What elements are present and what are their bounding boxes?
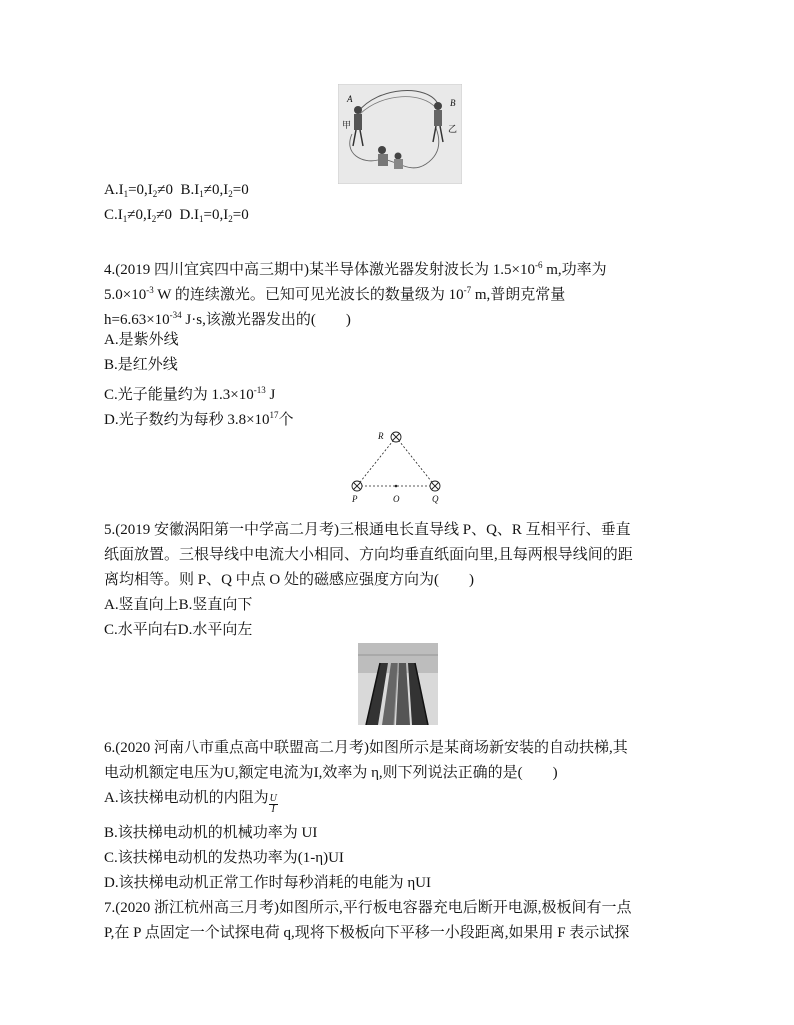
q4-l1-b: m,功率为	[542, 262, 607, 278]
q3-opt-d-sub1: 1	[199, 214, 204, 224]
q4-l2-sup2: -7	[463, 285, 472, 295]
q5-figure	[340, 428, 450, 508]
q4-l1-a: 4.(2019 四川宜宾四中高三期中)某半导体激光器发射波长为 1.5×10	[104, 262, 535, 278]
q6-option-a	[104, 788, 278, 815]
q4-opt-d-a: D.光子数约为每秒 3.8×10	[104, 412, 270, 428]
wire-q-icon	[430, 481, 440, 491]
wire-r-icon	[391, 432, 401, 442]
q4-option-c	[104, 380, 275, 405]
q4-l2-a: 5.0×10	[104, 287, 147, 303]
q3-opt-b-label: B.I	[180, 182, 200, 198]
q3-opt-c-sub1: 1	[122, 214, 128, 224]
q3-opt-b-mid: ≠0,I	[203, 182, 229, 198]
q6-opt-a-fraction	[269, 794, 278, 815]
q3-figure	[338, 84, 462, 184]
q5-stem-line1: 5.(2019 安徽涡阳第一中学高二月考)三根通电长直导线 P、Q、R 互相平行、垂直	[104, 522, 631, 538]
q4-opt-c-a: C.光子能量约为 1.3×10	[104, 387, 254, 403]
q3-opt-b-sub1: 1	[199, 189, 204, 199]
q5-label-q: Q	[432, 494, 439, 504]
q3-options-ab	[104, 180, 249, 204]
q3-opt-c-mid: ≠0,I	[127, 207, 152, 223]
q4-l2-c: m,普朗克常量	[471, 287, 566, 303]
q3-opt-b-end: =0	[232, 182, 249, 198]
q6-option-b: B.该扶梯电动机的机械功率为 UI	[104, 825, 318, 841]
q5-stem-line2: 纸面放置。三根导线中电流大小相同、方向均垂直纸面向里,且每两根导线间的距	[104, 547, 633, 563]
q6-opt-a-denominator: I	[271, 804, 275, 815]
q6-option-c: C.该扶梯电动机的发热功率为(1-η)UI	[104, 850, 344, 866]
q3-opt-a-sub2: 2	[152, 189, 158, 199]
q3-opt-d-label: D.I	[179, 207, 200, 223]
q3-opt-b-sub2: 2	[228, 189, 233, 199]
q4-l1-sup: -6	[534, 260, 543, 270]
q5-stem-line3: 离均相等。则 P、Q 中点 O 处的磁感应强度方向为( )	[104, 572, 474, 588]
q4-l2-b: W 的连续激光。已知可见光波长的数量级为 10	[153, 287, 464, 303]
q5-label-p: P	[352, 494, 358, 504]
q4-l2-sup: -3	[146, 285, 154, 295]
q3-opt-c-sub2: 2	[151, 214, 157, 224]
q3-opt-d-sub2: 2	[228, 214, 233, 224]
q6-opt-a-text: A.该扶梯电动机的内阻为	[104, 790, 269, 806]
q4-opt-d-sup: 17	[269, 410, 279, 420]
q3-opt-a-label: A.I	[104, 182, 124, 198]
q4-l3-sup: -34	[169, 310, 182, 320]
q4-opt-c-sup: -13	[253, 385, 266, 395]
q6-opt-a-numerator: U	[269, 793, 277, 804]
q3-opt-d-mid: =0,I	[203, 207, 229, 223]
q5-options-cd: C.水平向右D.水平向左	[104, 622, 253, 638]
q3-opt-d-end: =0	[232, 207, 249, 223]
q4-l3-a: h=6.63×10	[104, 312, 170, 328]
q4-option-a: A.是紫外线	[104, 332, 179, 348]
q7-stem-line2: P,在 P 点固定一个试探电荷 q,现将下极板向下平移一小段距离,如果用 F 表示试探	[104, 925, 630, 941]
q4-option-b: B.是红外线	[104, 357, 178, 373]
q4-stem-line2	[104, 280, 565, 305]
q3-opt-a-end: ≠0	[157, 182, 174, 198]
q5-label-o: O	[393, 494, 400, 504]
q3-label-b: B	[450, 98, 456, 108]
q4-l3-b: J·s,该激光器发出的( )	[181, 312, 351, 328]
q4-option-d	[104, 405, 294, 430]
q5-label-r: R	[378, 431, 384, 441]
q5-options-ab: A.竖直向上B.竖直向下	[104, 597, 253, 613]
q3-label-yi: 乙	[448, 124, 458, 134]
q3-opt-c-label: C.I	[104, 207, 123, 223]
q4-stem-line3	[104, 305, 351, 330]
q4-stem-line1	[104, 255, 607, 280]
q4-opt-c-b: J	[265, 387, 276, 403]
q4-opt-d-b: 个	[278, 412, 294, 428]
wire-p-icon	[352, 481, 362, 491]
q3-opt-a-sub1: 1	[123, 189, 129, 199]
q7-stem-line1: 7.(2020 浙江杭州高三月考)如图所示,平行板电容器充电后断开电源,极板间有一点	[104, 900, 632, 916]
q3-label-a: A	[347, 94, 353, 104]
q3-options-cd	[104, 205, 249, 229]
q6-option-d: D.该扶梯电动机正常工作时每秒消耗的电能为 ηUI	[104, 875, 432, 891]
q3-opt-a-mid: =0,I	[128, 182, 153, 198]
q6-stem-line1: 6.(2020 河南八市重点高中联盟高二月考)如图所示是某商场新安装的自动扶梯,其	[104, 740, 628, 756]
q6-stem-line2: 电动机额定电压为U,额定电流为I,效率为 η,则下列说法正确的是( )	[104, 765, 558, 781]
q6-escalator-figure	[358, 643, 438, 725]
point-o-icon	[395, 485, 398, 488]
q3-label-jia: 甲	[342, 120, 352, 130]
q3-opt-c-end: ≠0	[156, 207, 172, 223]
